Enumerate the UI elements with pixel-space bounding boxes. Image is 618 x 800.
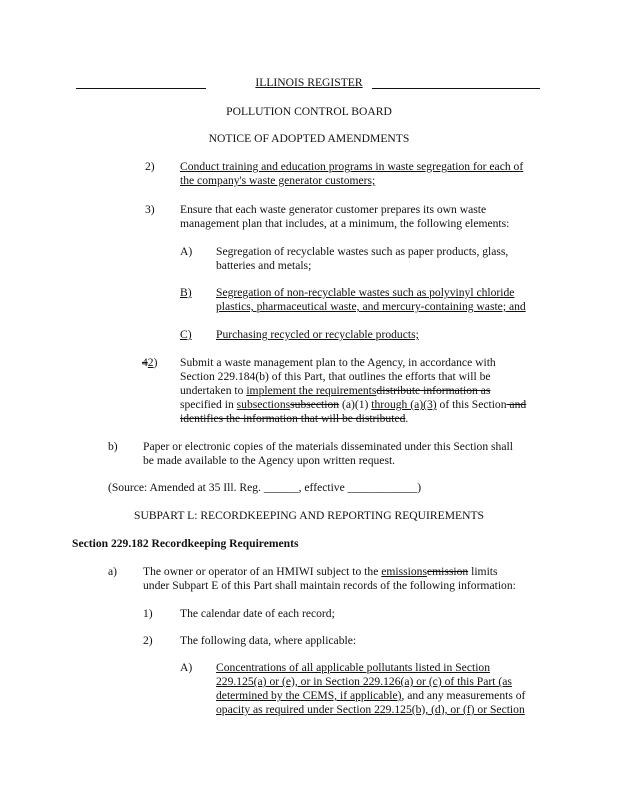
- header-rule-right: [372, 88, 540, 89]
- source-note: (Source: Amended at 35 Ill. Reg. ______, effective ____________): [108, 481, 422, 494]
- item-3-line-1: Ensure that each waste generator customer prepares its own waste: [180, 203, 487, 216]
- item-2-line-1: Conduct training and education programs in waste segregation for each of: [180, 160, 524, 173]
- para-a-A-number: A): [180, 661, 193, 674]
- para-a-item-1-number: 1): [143, 607, 153, 620]
- item-3A-number: A): [180, 245, 193, 258]
- item-3B-number: B): [180, 286, 192, 299]
- para-b-number: b): [108, 440, 118, 453]
- item-3B-line-2: plastics, pharmaceutical waste, and mercury-containing waste; and: [216, 300, 526, 313]
- item-2-number: 2): [145, 160, 155, 173]
- para-a-A-line-1: Concentrations of all applicable pollutants listed in Section: [216, 661, 491, 674]
- section-heading: Section 229.182 Recordkeeping Requirements: [72, 537, 299, 550]
- para-b-line-1: Paper or electronic copies of the materials disseminated under this Section shall: [143, 440, 513, 453]
- para-a-A-line-4: opacity as required under Section 229.125(b), (d), or (f) or Section: [216, 703, 525, 716]
- notice-title: NOTICE OF ADOPTED AMENDMENTS: [208, 132, 410, 145]
- item-3C-number: C): [180, 328, 192, 341]
- para-a-item-2-text: The following data, where applicable:: [180, 634, 357, 647]
- para-b-line-2: be made available to the Agency upon written request.: [143, 454, 396, 467]
- item-3-line-2: management plan that includes, at a minimum, the following elements:: [180, 217, 510, 230]
- para-a-item-2-number: 2): [143, 634, 153, 647]
- para-a-A-line-2: 229.125(a) or (e), or in Section 229.126(a) or (c) of this Part (as: [216, 675, 512, 688]
- para-a-line-1: The owner or operator of an HMIWI subject to the emissionsemission limits: [143, 565, 498, 578]
- para-a-A-line-3: determined by the CEMS, if applicable), and any measurements of: [216, 689, 526, 702]
- board-title: POLLUTION CONTROL BOARD: [226, 105, 392, 118]
- item-3A-line-1: Segregation of recyclable wastes such as paper products, glass,: [216, 245, 509, 258]
- para-a-item-1-text: The calendar date of each record;: [180, 607, 335, 620]
- item-3A-line-2: batteries and metals;: [216, 259, 312, 272]
- item-3-number: 3): [145, 203, 155, 216]
- item-4-line-2: Section 229.184(b) of this Part, that outlines the efforts that will be: [180, 370, 491, 383]
- register-title: ILLINOIS REGISTER: [255, 76, 363, 89]
- subpart-heading: SUBPART L: RECORDKEEPING AND REPORTING REQUIREMENTS: [134, 509, 484, 522]
- para-a-line-2: under Subpart E of this Part shall maintain records of the following information:: [143, 579, 516, 592]
- item-3C-text: Purchasing recycled or recyclable products;: [216, 328, 419, 341]
- para-a-number: a): [108, 565, 118, 578]
- item-2-line-2: the company's waste generator customers;: [180, 174, 376, 187]
- item-4-line-3: undertaken to implement the requirementsdistribute information as: [180, 384, 491, 397]
- item-4-number: 42): [142, 356, 158, 369]
- item-3B-line-1: Segregation of non-recyclable wastes such as polyvinyl chloride: [216, 286, 515, 299]
- item-4-line-1: Submit a waste management plan to the Agency, in accordance with: [180, 356, 496, 369]
- item-4-line-4: specified in subsectionssubsection (a)(1) through (a)(3) of this Section and: [180, 398, 527, 411]
- item-4-line-5: identifies the information that will be distributed.: [180, 412, 409, 425]
